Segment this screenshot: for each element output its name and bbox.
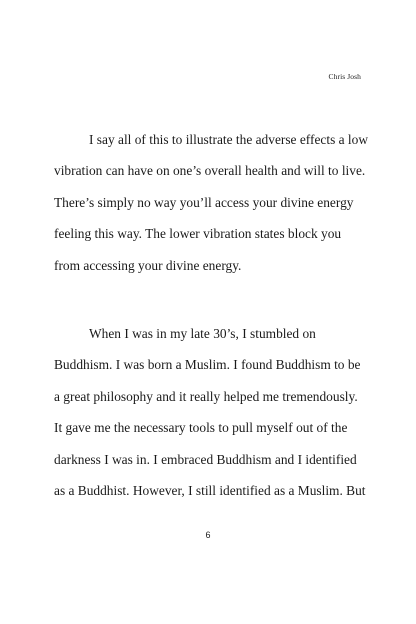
paragraph-line: It gave me the necessary tools to pull myself out of the: [54, 420, 348, 436]
running-header-author: Chris Josh: [328, 72, 361, 81]
paragraph-line: a great philosophy and it really helped me tremendously.: [54, 388, 358, 404]
paragraph: [54, 124, 369, 281]
paragraph-line: from accessing your divine energy.: [54, 257, 242, 273]
paragraph-line: vibration can have on one’s overall health and will to live.: [54, 163, 366, 179]
paragraph-line: There’s simply no way you’ll access your divine energy: [54, 194, 354, 210]
paragraph: [54, 318, 366, 506]
page-number: 6: [205, 530, 211, 540]
paragraph-line: feeling this way. The lower vibration states block you: [54, 226, 342, 242]
paragraph-line: as a Buddhist. However, I still identified as a Muslim. But: [54, 483, 366, 499]
paragraph-line: I say all of this to illustrate the adverse effects a low: [89, 132, 369, 147]
paragraph-line: Buddhism. I was born a Muslim. I found Buddhism to be: [54, 357, 361, 373]
paragraph-line: When I was in my late 30’s, I stumbled on: [89, 326, 316, 341]
paragraph-line: darkness I was in. I embraced Buddhism and I identified: [54, 451, 357, 467]
